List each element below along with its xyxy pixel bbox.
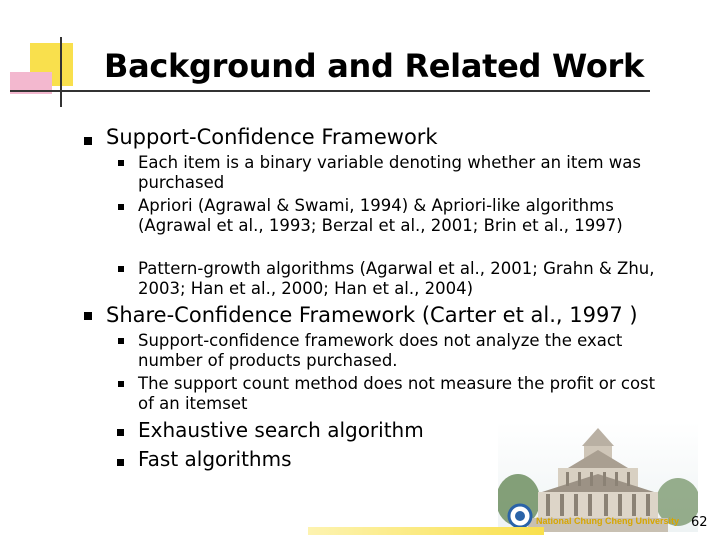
bullet-level2: Pattern-growth algorithms (Agarwal et al., 2001; Grahn & Zhu, 2003; Han et al., 2000; Han et al., 2004) [138,259,655,298]
bullet-square-icon [84,137,92,145]
university-name: National Chung Cheng University [536,516,680,526]
bullet-level1: Support-Confidence Framework [106,125,438,149]
bullet-level2: Support-confidence framework does not analyze the exact number of products purchased. [138,331,623,370]
bullet-level2: Exhaustive search algorithm [138,418,424,442]
bullet-square-icon [118,338,124,344]
decor-vertical-line [60,37,62,107]
bullet-square-icon [84,312,92,320]
bullet-level2: Apriori (Agrawal & Swami, 1994) & Apriori-like algorithms (Agrawal et al., 1993; Berzal et al., 2001; Brin et al., 1997) [138,196,623,235]
bullet-square-icon [117,459,124,466]
title-underline [10,90,650,92]
bullet-level2: Each item is a binary variable denoting whether an item was purchased [138,153,642,192]
slide-title: Background and Related Work [104,47,644,85]
page-number: 62 [691,515,708,530]
bullet-square-icon [118,160,124,166]
bullet-square-icon [118,266,124,272]
bullet-square-icon [118,204,124,210]
bullet-level2: Fast algorithms [138,447,292,471]
bullet-level2: The support count method does not measure the profit or cost of an itemset [138,374,656,413]
bullet-level1: Share-Confidence Framework (Carter et al., 1997 ) [106,303,638,327]
bullet-square-icon [118,381,124,387]
footer-accent-bar [308,527,544,535]
bullet-square-icon [117,429,124,436]
